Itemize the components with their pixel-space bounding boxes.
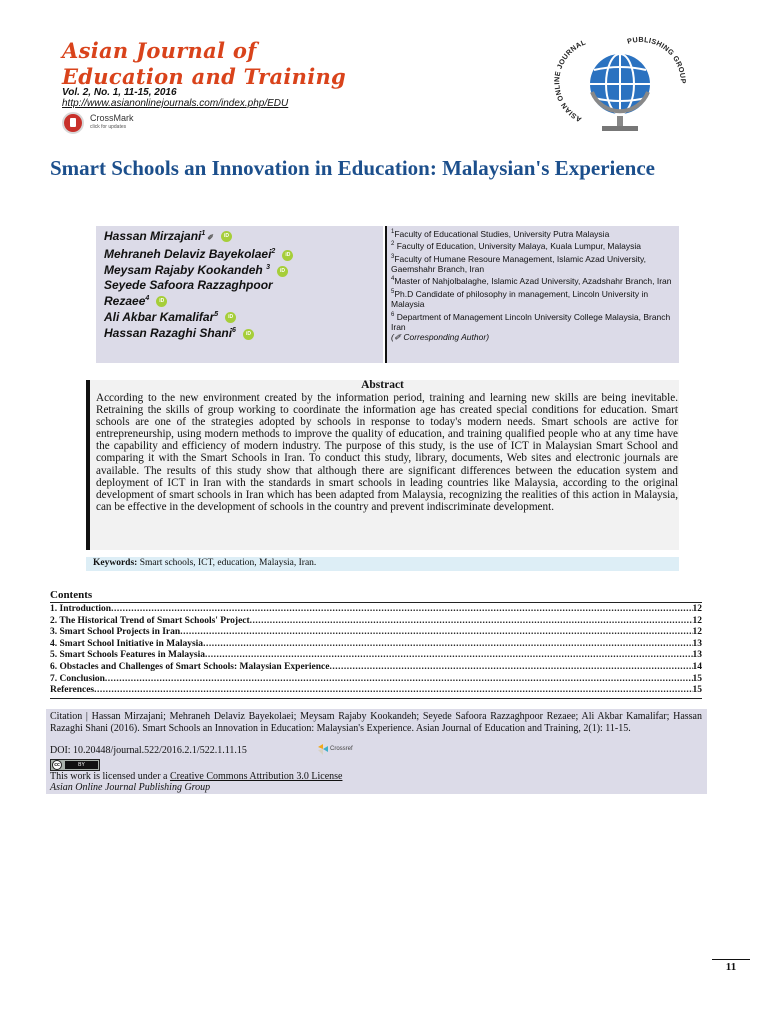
toc-entry[interactable] (50, 662, 702, 674)
author-superscript: 6 (232, 327, 236, 335)
contents-bottom-rule (50, 698, 702, 699)
creative-commons-icon: cc (52, 760, 62, 770)
affiliation-list (391, 227, 675, 343)
corresponding-author-label: Corresponding Author (403, 332, 487, 343)
toc-entry-label: 3. Smart School Projects in Iran (50, 627, 181, 638)
toc-leader-dots (203, 639, 692, 651)
author-superscript: 3 (266, 264, 270, 272)
author-superscript: 5 (214, 311, 219, 319)
table-of-contents (50, 604, 702, 697)
affiliation-item (391, 287, 675, 310)
author-name: Hassan Mirzajani (104, 229, 202, 243)
affiliation-text: Faculty of Education, University Malaya, Kuala Lumpur, Malaysia (394, 241, 641, 252)
toc-entry-label: 5. Smart Schools Features in Malaysia (50, 650, 205, 661)
crossref-label: Crossref (330, 746, 353, 752)
toc-entry-page: 13 (692, 650, 702, 661)
toc-entry[interactable] (50, 674, 702, 686)
toc-leader-dots (94, 685, 692, 697)
crossmark-sub-label: click for updates (90, 124, 127, 130)
crossmark-icon (62, 112, 84, 134)
affiliation-item (391, 252, 675, 275)
author-list (104, 227, 379, 340)
affiliation-superscript: 2 (391, 241, 395, 248)
toc-entry-page: 14 (692, 661, 702, 672)
toc-entry-page: 12 (692, 604, 702, 614)
citation-text: Citation | Hassan Mirzajani; Mehraneh Delaviz Bayekolaei; Meysam Rajaby Kookandeh; Seyede Safoora Razzaghpoor Rezaee; Ali Akbar Kamalifar; Hassan Razaghi Shani (2016). Smart Schools an Innovation in Education: Malaysian's Experience. Asian Journal of Education and Training, 2(1): 11-15. (50, 711, 702, 734)
toc-entry[interactable] (50, 639, 702, 651)
journal-url-link[interactable]: http://www.asianonlinejournals.com/index.php/EDU (62, 98, 289, 109)
orcid-icon[interactable]: iD (282, 250, 293, 261)
license-prefix: This work is licensed under a (50, 771, 170, 782)
author-name: Ali Akbar Kamalifar (104, 310, 215, 325)
journal-title-line2: Education and Training (62, 64, 347, 89)
corresponding-author-note: (✐ Corresponding Author) (391, 332, 490, 343)
orcid-icon[interactable]: iD (221, 231, 232, 242)
author-row (104, 261, 379, 277)
toc-entry-label: 4. Smart School Initiative in Malaysia (50, 638, 204, 649)
page-number: 11 (725, 961, 737, 973)
author-name: Hassan Razaghi Shani (104, 326, 233, 341)
toc-leader-dots (205, 650, 693, 662)
affiliation-superscript: 6 (391, 311, 395, 318)
author-superscript: 1 (201, 230, 206, 237)
toc-entry-page: 12 (692, 615, 702, 626)
toc-entry-label: 2. The Historical Trend of Smart Schools' Project (50, 615, 250, 626)
abstract-text: According to the new environment created by the information period, training and learning new skills are being inevitable. Retraining the skills of group working to coordinate the information age has created special conditions for education. Smart schools are one of the strategies adopted by schools in response to today's modern needs. Smart schools are active for entrepreneurship, using modern methods to improve the quality of education, and training qualified people who at any time have the capability and efficiency of modern industry. The purpose of this study, is the use of ICT in Malaysian Smart School and comparing it with the Smart Schools in Iran. To conduct this study, library, documents, Web sites and electronic journals are available. The results of this study show that although there are significant differences between the education system and deployment of ICT in Iran with the standards in smart schools in leading countries like Malaysia, according to the original development of smart schools in Iran which has been adapted from Malaysia, recognizing the realities of this action in Malaysia, can be effective in the development of schools in the country and prevent indiscriminate development. (96, 392, 678, 513)
affiliation-item (391, 274, 675, 286)
toc-entry-label: 7. Conclusion (50, 673, 105, 684)
toc-entry[interactable] (50, 604, 702, 616)
toc-entry-label: References (50, 685, 95, 696)
toc-entry-label: 1. Introduction (50, 604, 112, 614)
journal-title-line1: Asian Journal of (62, 38, 257, 63)
toc-entry[interactable] (50, 616, 702, 628)
author-name: Mehraneh Delaviz Bayekolaei (104, 247, 272, 262)
logo-text-right: PUBLISHING GROUP (626, 34, 688, 84)
affiliation-item (391, 227, 675, 239)
toc-entry[interactable] (50, 627, 702, 639)
affiliation-text: Ph.D Candidate of philosophy in management, Lincoln University in Malaysia (391, 288, 649, 310)
affiliation-text: Master of Nahjolbalaghe, Islamic Azad University, Azadshahr Branch, Iran (394, 276, 672, 287)
crossref-badge[interactable] (318, 744, 360, 756)
author-row (104, 227, 379, 245)
keywords (93, 558, 316, 568)
abstract-heading: Abstract (361, 379, 404, 391)
toc-leader-dots (250, 616, 693, 628)
keywords-text: Smart schools, ICT, education, Malaysia, Iran. (139, 558, 317, 568)
license-link[interactable]: Creative Commons Attribution 3.0 License (169, 771, 343, 782)
author-row (104, 245, 379, 261)
author-name: Seyede Safoora Razzaghpoor (104, 277, 273, 292)
author-row (104, 278, 379, 292)
toc-entry[interactable] (50, 650, 702, 662)
orcid-icon[interactable]: iD (243, 329, 254, 340)
toc-entry-page: 15 (692, 673, 702, 684)
svg-text:ASIAN ONLINE JOURNAL (552, 37, 587, 124)
orcid-icon[interactable]: iD (277, 266, 288, 277)
affiliation-superscript: 4 (391, 276, 395, 283)
author-row (104, 308, 379, 324)
author-name: Meysam Rajaby Kookandeh (104, 263, 267, 278)
orcid-icon[interactable]: iD (225, 312, 236, 323)
mail-icon: ✐ (393, 332, 404, 343)
author-superscript: 4 (145, 294, 150, 302)
crossref-icon (318, 744, 329, 755)
toc-leader-dots (329, 662, 692, 674)
crossmark-badge[interactable] (62, 110, 152, 136)
toc-leader-dots (180, 627, 692, 639)
affiliation-text: Department of Management Lincoln University College Malaysia, Branch Iran (391, 311, 671, 332)
journal-title (62, 38, 346, 90)
toc-entry-label: 6. Obstacles and Challenges of Smart Schools: Malaysian Experience (50, 661, 330, 672)
cc-by-license-badge[interactable] (50, 759, 100, 771)
toc-leader-dots (105, 674, 693, 686)
page-number-rule (712, 959, 750, 960)
keywords-label: Keywords: (93, 558, 138, 568)
affiliation-text: Faculty of Educational Studies, University Putra Malaysia (394, 228, 610, 239)
email-icon[interactable]: ✐ (207, 233, 214, 242)
publisher-name: Asian Online Journal Publishing Group (50, 782, 211, 793)
affiliation-superscript: 3 (391, 253, 395, 260)
author-row (104, 292, 379, 308)
affiliation-item (391, 310, 675, 333)
affiliation-item (391, 239, 675, 251)
toc-entry-page: 15 (692, 685, 702, 696)
affiliation-superscript: 5 (391, 288, 395, 295)
paper-title: Smart Schools an Innovation in Education: Malaysian's Experience (50, 156, 655, 180)
cc-by-label: BY (65, 761, 98, 769)
crossmark-label: CrossMark (90, 113, 134, 123)
contents-top-rule (50, 602, 702, 603)
logo-text-left: ASIAN ONLINE JOURNAL (552, 37, 588, 125)
toc-entry[interactable] (50, 685, 702, 697)
author-superscript: 2 (271, 248, 276, 256)
orcid-icon[interactable]: iD (156, 296, 167, 307)
doi-text[interactable]: DOI: 10.20448/journal.522/2016.2.1/522.1.11.15 (50, 745, 247, 756)
affiliation-superscript: 1 (391, 229, 395, 235)
author-name: Rezaee (104, 293, 146, 308)
volume-info: Vol. 2, No. 1, 11-15, 2016 (62, 87, 177, 98)
toc-entry-page: 12 (692, 627, 702, 638)
toc-leader-dots (111, 604, 692, 616)
publisher-globe-logo (552, 34, 688, 138)
contents-heading: Contents (50, 589, 93, 601)
toc-entry-page: 13 (692, 638, 702, 649)
author-row (104, 324, 379, 340)
license-line (50, 771, 342, 782)
affiliation-text: Faculty of Humane Resoure Management, Islamic Azad University, Gaemshahr Branch, Iran (391, 253, 646, 274)
